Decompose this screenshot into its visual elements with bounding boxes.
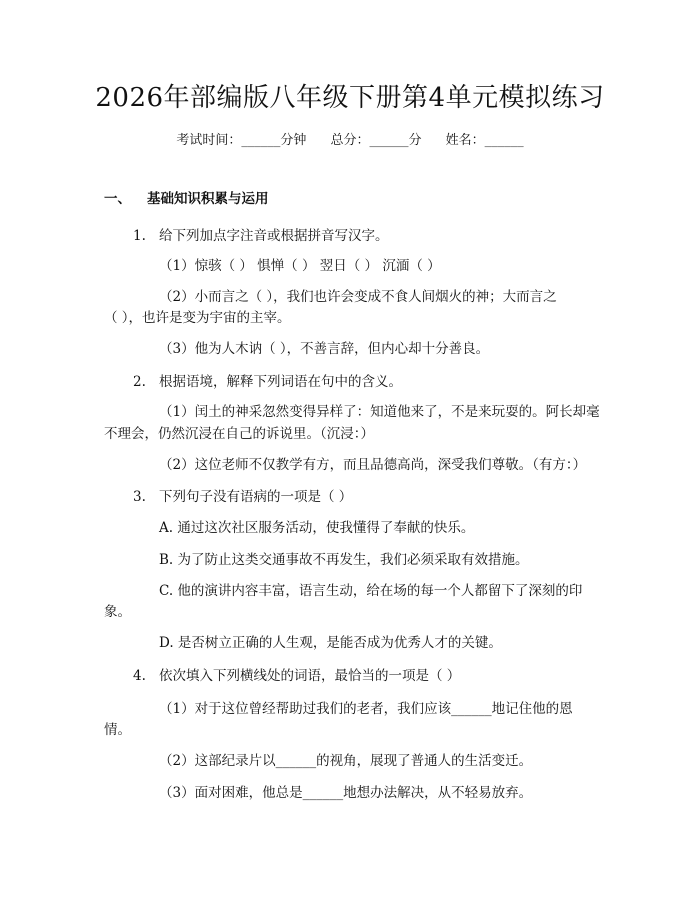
- question-text: 下列句子没有语病的一项是（ ）: [159, 489, 353, 505]
- q1-item-2: （2）小而言之（ ），我们也许会变成不食人间烟火的神；大而言之: [159, 289, 557, 305]
- question-number: 4.: [133, 668, 146, 684]
- q4-item-3: （3）面对困难，他总是______地想办法解决，从不轻易放弃。: [159, 785, 533, 801]
- student-name: 姓名：______: [445, 133, 524, 148]
- q3-option-c-cont: 象。: [104, 604, 131, 620]
- exam-time: 考试时间：______分钟: [176, 133, 307, 148]
- q3-option-d: D. 是否树立正确的人生观，是能否成为优秀人才的关键。: [159, 635, 502, 651]
- question-2: [133, 371, 402, 393]
- q1-item-3: （3）他为人木讷（ ），不善言辞，但内心却十分善良。: [159, 341, 490, 357]
- q3-option-b: B. 为了防止这类交通事故不再发生，我们必须采取有效措施。: [159, 552, 529, 568]
- q1-item-1: （1）惊骇（ ） 惧惮（ ） 翌日（ ） 沉湎（ ）: [159, 258, 441, 274]
- q4-item-1-cont: 情。: [104, 722, 131, 738]
- question-number: 3.: [133, 489, 146, 505]
- question-4: [133, 665, 460, 687]
- question-1: [133, 225, 389, 247]
- q4-item-2: （2）这部纪录片以______的视角，展现了普通人的生活变迁。: [159, 753, 533, 769]
- q3-option-a: A. 通过这次社区服务活动，使我懂得了奉献的快乐。: [159, 520, 475, 536]
- q2-item-2: （2）这位老师不仅教学有方，而且品德高尚，深受我们尊敬。（有方：）: [159, 457, 587, 473]
- q1-item-2-cont: （ ），也许是变为宇宙的主宰。: [104, 310, 291, 326]
- q4-item-1: （1）对于这位曾经帮助过我们的老者，我们应该______地记住他的恩: [159, 701, 573, 717]
- question-3: [133, 486, 352, 508]
- section-heading: [104, 188, 269, 210]
- question-text: 根据语境，解释下列词语在句中的含义。: [159, 374, 402, 390]
- q3-option-c: C. 他的演讲内容丰富，语言生动，给在场的每一个人都留下了深刻的印: [159, 583, 583, 599]
- q2-item-1-cont: 不理会，仍然沉浸在自己的诉说里。（沉浸：）: [104, 426, 374, 442]
- question-text: 依次填入下列横线处的词语，最恰当的一项是（ ）: [159, 668, 461, 684]
- total-score: 总分：______分: [330, 133, 422, 148]
- q2-item-1: （1）闰土的神采忽然变得异样了：知道他来了，不是来玩耍的。阿长却毫: [159, 404, 600, 420]
- section-number: 一、: [104, 191, 131, 207]
- document-title: 2026年部编版八年级下册第4单元模拟练习: [95, 83, 605, 113]
- section-label: 基础知识积累与运用: [147, 191, 269, 207]
- question-number: 2.: [133, 374, 146, 390]
- question-number: 1.: [133, 228, 146, 244]
- exam-meta: [0, 130, 700, 152]
- question-text: 给下列加点字注音或根据拼音写汉字。: [159, 228, 389, 244]
